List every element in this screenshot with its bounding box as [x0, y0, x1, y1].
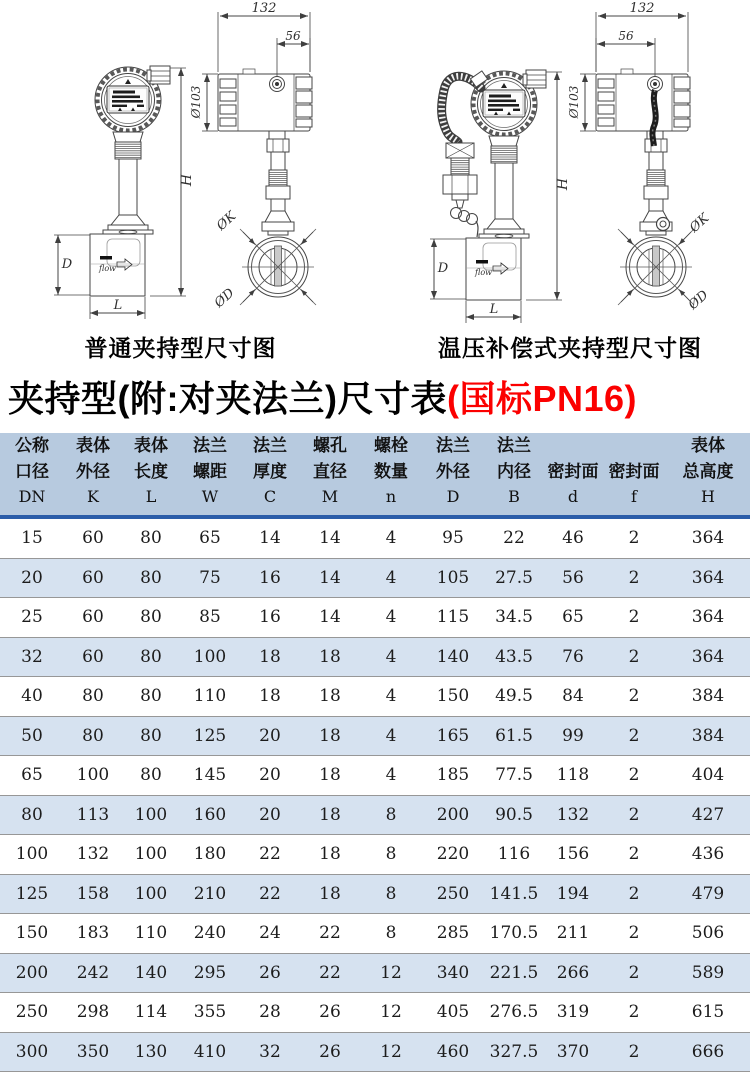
table-cell: 85: [180, 598, 240, 638]
table-cell: 90.5: [484, 795, 544, 835]
table-cell: 99: [544, 716, 602, 756]
table-cell: 80: [122, 517, 180, 558]
table-cell: 4: [360, 756, 422, 796]
table-cell: 80: [122, 598, 180, 638]
dim-label-K-circle: ØK: [214, 209, 240, 234]
table-cell: 4: [360, 716, 422, 756]
table-cell: 60: [64, 558, 122, 598]
table-cell: 350: [64, 1032, 122, 1072]
table-cell: 26: [240, 953, 300, 993]
table-cell: 27.5: [484, 558, 544, 598]
header-line: 密封面: [608, 462, 660, 481]
table-cell: 250: [0, 993, 64, 1033]
table-cell: 12: [360, 993, 422, 1033]
table-row: [0, 795, 750, 835]
table-cell: 4: [360, 637, 422, 677]
table-cell: 116: [484, 835, 544, 875]
table-cell: 194: [544, 874, 602, 914]
table-header: [0, 433, 750, 517]
table-cell: 16: [240, 558, 300, 598]
table-cell: 4: [360, 598, 422, 638]
table-cell: 20: [0, 558, 64, 598]
table-cell: 26: [300, 993, 360, 1033]
column-header-DN: [0, 433, 64, 517]
table-cell: 12: [360, 953, 422, 993]
table-cell: 20: [240, 716, 300, 756]
table-cell: 158: [64, 874, 122, 914]
table-cell: 364: [666, 517, 750, 558]
table-cell: 240: [180, 914, 240, 954]
table-cell: 110: [122, 914, 180, 954]
table-cell: 8: [360, 874, 422, 914]
dim-label-D-circle: ØD: [685, 287, 712, 314]
table-cell: 65: [0, 756, 64, 796]
table-cell: 18: [240, 637, 300, 677]
table-cell: 100: [0, 835, 64, 875]
column-header-M: [300, 433, 360, 517]
table-cell: 2: [602, 558, 666, 598]
table-cell: 28: [240, 993, 300, 1033]
title-highlight: (国标PN16): [446, 378, 637, 419]
table-cell: 24: [240, 914, 300, 954]
column-header-d: [544, 433, 602, 517]
caption-normal-type: 普通夹持型尺寸图: [84, 335, 277, 361]
table-cell: 18: [300, 756, 360, 796]
table-cell: 22: [300, 953, 360, 993]
table-cell: 65: [544, 598, 602, 638]
table-cell: 14: [300, 558, 360, 598]
table-cell: 2: [602, 637, 666, 677]
column-header-H: [666, 433, 750, 517]
table-cell: 276.5: [484, 993, 544, 1033]
table-cell: 84: [544, 677, 602, 717]
dimension-table: [0, 433, 750, 1072]
table-cell: 22: [240, 874, 300, 914]
table-cell: 26: [300, 1032, 360, 1072]
table-cell: 295: [180, 953, 240, 993]
table-cell: 25: [0, 598, 64, 638]
header-line: 螺孔: [313, 436, 347, 455]
table-cell: 105: [422, 558, 484, 598]
table-cell: 200: [0, 953, 64, 993]
caption-compensated-type: 温压补偿式夹持型尺寸图: [438, 335, 702, 361]
header-symbol: H: [701, 487, 715, 506]
table-cell: 210: [180, 874, 240, 914]
table-cell: 221.5: [484, 953, 544, 993]
table-cell: 4: [360, 677, 422, 717]
table-cell: 56: [544, 558, 602, 598]
table-cell: 410: [180, 1032, 240, 1072]
table-cell: 506: [666, 914, 750, 954]
table-cell: 12: [360, 1032, 422, 1072]
table-cell: 427: [666, 795, 750, 835]
table-cell: 115: [422, 598, 484, 638]
header-line: 外径: [76, 462, 110, 481]
table-cell: 180: [180, 835, 240, 875]
dim-label-K-circle: ØK: [687, 211, 713, 236]
header-line: 长度: [134, 462, 168, 481]
header-line: 法兰: [193, 436, 227, 455]
table-cell: 266: [544, 953, 602, 993]
table-cell: 60: [64, 637, 122, 677]
header-line: 密封面: [547, 462, 599, 481]
table-row: [0, 598, 750, 638]
table-cell: 80: [122, 637, 180, 677]
table-cell: 160: [180, 795, 240, 835]
table-cell: 114: [122, 993, 180, 1033]
table-cell: 298: [64, 993, 122, 1033]
column-header-C: [240, 433, 300, 517]
table-cell: 404: [666, 756, 750, 796]
table-cell: 16: [240, 598, 300, 638]
table-cell: 130: [122, 1032, 180, 1072]
table-cell: 319: [544, 993, 602, 1033]
header-line: 厚度: [253, 462, 287, 481]
header-line: 表体: [76, 436, 110, 455]
table-row: [0, 993, 750, 1033]
table-cell: 80: [64, 716, 122, 756]
table-cell: 666: [666, 1032, 750, 1072]
header-symbol: K: [87, 487, 99, 506]
table-cell: 250: [422, 874, 484, 914]
table-cell: 2: [602, 716, 666, 756]
table-cell: 40: [0, 677, 64, 717]
table-cell: 60: [64, 517, 122, 558]
table-cell: 479: [666, 874, 750, 914]
header-line: 数量: [374, 462, 408, 481]
table-cell: 100: [64, 756, 122, 796]
table-cell: 132: [64, 835, 122, 875]
table-cell: 32: [0, 637, 64, 677]
table-body: [0, 517, 750, 1072]
table-cell: 183: [64, 914, 122, 954]
table-cell: 145: [180, 756, 240, 796]
table-cell: 4: [360, 558, 422, 598]
header-line: 法兰: [253, 436, 287, 455]
table-cell: 14: [300, 517, 360, 558]
table-cell: 2: [602, 993, 666, 1033]
table-cell: 20: [240, 795, 300, 835]
table-cell: 75: [180, 558, 240, 598]
table-cell: 364: [666, 637, 750, 677]
dim-label-56: 56: [285, 29, 301, 43]
table-cell: 185: [422, 756, 484, 796]
table-cell: 156: [544, 835, 602, 875]
column-header-f: [602, 433, 666, 517]
table-row: [0, 756, 750, 796]
table-cell: 615: [666, 993, 750, 1033]
table-cell: 100: [180, 637, 240, 677]
header-symbol: D: [446, 487, 460, 506]
table-cell: 80: [122, 677, 180, 717]
column-header-D: [422, 433, 484, 517]
header-line: 螺距: [193, 462, 227, 481]
table-cell: 140: [422, 637, 484, 677]
table-cell: 18: [300, 716, 360, 756]
table-cell: 460: [422, 1032, 484, 1072]
title-main: 夹持型(附:对夹法兰)尺寸表: [8, 378, 447, 419]
table-cell: 150: [422, 677, 484, 717]
table-cell: 43.5: [484, 637, 544, 677]
table-row: [0, 517, 750, 558]
header-line: 螺栓: [374, 436, 408, 455]
table-cell: 150: [0, 914, 64, 954]
header-line: 法兰: [497, 436, 531, 455]
table-cell: 405: [422, 993, 484, 1033]
table-cell: 20: [240, 756, 300, 796]
dim-label-56: 56: [618, 29, 634, 43]
table-cell: 80: [122, 716, 180, 756]
table-cell: 165: [422, 716, 484, 756]
table-cell: 18: [300, 677, 360, 717]
header-line: 总高度: [682, 462, 734, 481]
table-cell: 80: [122, 558, 180, 598]
table-cell: 14: [240, 517, 300, 558]
table-cell: 8: [360, 795, 422, 835]
table-cell: 77.5: [484, 756, 544, 796]
table-cell: 22: [484, 517, 544, 558]
header-symbol: f: [631, 487, 637, 506]
table-row: [0, 558, 750, 598]
column-header-K: [64, 433, 122, 517]
table-cell: 132: [544, 795, 602, 835]
table-cell: 65: [180, 517, 240, 558]
table-cell: 2: [602, 517, 666, 558]
header-line: 表体: [691, 436, 725, 455]
table-cell: 242: [64, 953, 122, 993]
table-cell: 2: [602, 598, 666, 638]
header-line: 直径: [313, 462, 347, 481]
table-cell: 14: [300, 598, 360, 638]
table-cell: 2: [602, 1032, 666, 1072]
table-cell: 18: [300, 874, 360, 914]
table-cell: 2: [602, 677, 666, 717]
table-cell: 18: [300, 835, 360, 875]
table-cell: 80: [64, 677, 122, 717]
table-cell: 18: [240, 677, 300, 717]
sensor-cable: [652, 90, 655, 146]
table-cell: 15: [0, 517, 64, 558]
table-cell: 384: [666, 677, 750, 717]
table-cell: 2: [602, 795, 666, 835]
column-header-L: [122, 433, 180, 517]
table-cell: 211: [544, 914, 602, 954]
header-line: 外径: [436, 462, 470, 481]
table-cell: 589: [666, 953, 750, 993]
eyelet-fitting: [657, 218, 670, 231]
table-cell: 18: [300, 795, 360, 835]
table-cell: 76: [544, 637, 602, 677]
table-cell: 2: [602, 835, 666, 875]
table-row: [0, 874, 750, 914]
table-cell: 364: [666, 598, 750, 638]
table-cell: 220: [422, 835, 484, 875]
header-symbol: W: [201, 487, 219, 506]
table-cell: 340: [422, 953, 484, 993]
table-cell: 113: [64, 795, 122, 835]
table-row: [0, 677, 750, 717]
header-symbol: M: [321, 487, 339, 506]
table-cell: 2: [602, 914, 666, 954]
table-row: [0, 914, 750, 954]
table-row: [0, 716, 750, 756]
drawing-compensated-type: [430, 1, 713, 323]
header-symbol: DN: [18, 487, 46, 506]
table-cell: 100: [122, 874, 180, 914]
header-symbol: B: [508, 487, 520, 506]
column-header-W: [180, 433, 240, 517]
table-cell: 46: [544, 517, 602, 558]
table-cell: 22: [240, 835, 300, 875]
dim-label-D-circle: ØD: [211, 285, 238, 312]
table-cell: 436: [666, 835, 750, 875]
table-cell: 200: [422, 795, 484, 835]
table-cell: 118: [544, 756, 602, 796]
table-cell: 80: [122, 756, 180, 796]
table-cell: 49.5: [484, 677, 544, 717]
table-cell: 125: [0, 874, 64, 914]
header-line: 内径: [497, 462, 531, 481]
table-cell: 370: [544, 1032, 602, 1072]
table-cell: 32: [240, 1032, 300, 1072]
table-row: [0, 637, 750, 677]
table-cell: 300: [0, 1032, 64, 1072]
table-cell: 22: [300, 914, 360, 954]
table-cell: 8: [360, 835, 422, 875]
header-symbol: n: [385, 487, 397, 506]
table-row: [0, 1032, 750, 1072]
column-header-B: [484, 433, 544, 517]
table-cell: 4: [360, 517, 422, 558]
table-cell: 141.5: [484, 874, 544, 914]
header-symbol: C: [263, 487, 277, 506]
dimension-drawings: [0, 0, 750, 332]
drawing-normal-type: [54, 1, 316, 319]
table-cell: 18: [300, 637, 360, 677]
header-line: 法兰: [436, 436, 470, 455]
page-title: [8, 371, 748, 422]
header-symbol: L: [145, 487, 157, 506]
table-cell: 100: [122, 835, 180, 875]
column-header-n: [360, 433, 422, 517]
table-cell: 2: [602, 874, 666, 914]
table-cell: 140: [122, 953, 180, 993]
table-cell: 80: [0, 795, 64, 835]
table-cell: 170.5: [484, 914, 544, 954]
table-row: [0, 953, 750, 993]
table-cell: 34.5: [484, 598, 544, 638]
table-cell: 8: [360, 914, 422, 954]
header-line: 口径: [15, 462, 49, 481]
table-row: [0, 835, 750, 875]
table-cell: 125: [180, 716, 240, 756]
table-cell: 327.5: [484, 1032, 544, 1072]
table-cell: 384: [666, 716, 750, 756]
table-cell: 61.5: [484, 716, 544, 756]
table-cell: 100: [122, 795, 180, 835]
table-cell: 110: [180, 677, 240, 717]
header-line: 公称: [15, 436, 49, 455]
header-line: 表体: [134, 436, 168, 455]
header-symbol: d: [567, 487, 579, 506]
table-cell: 50: [0, 716, 64, 756]
table-cell: 95: [422, 517, 484, 558]
table-cell: 2: [602, 953, 666, 993]
table-cell: 285: [422, 914, 484, 954]
table-cell: 364: [666, 558, 750, 598]
table-cell: 2: [602, 756, 666, 796]
table-cell: 60: [64, 598, 122, 638]
table-cell: 355: [180, 993, 240, 1033]
